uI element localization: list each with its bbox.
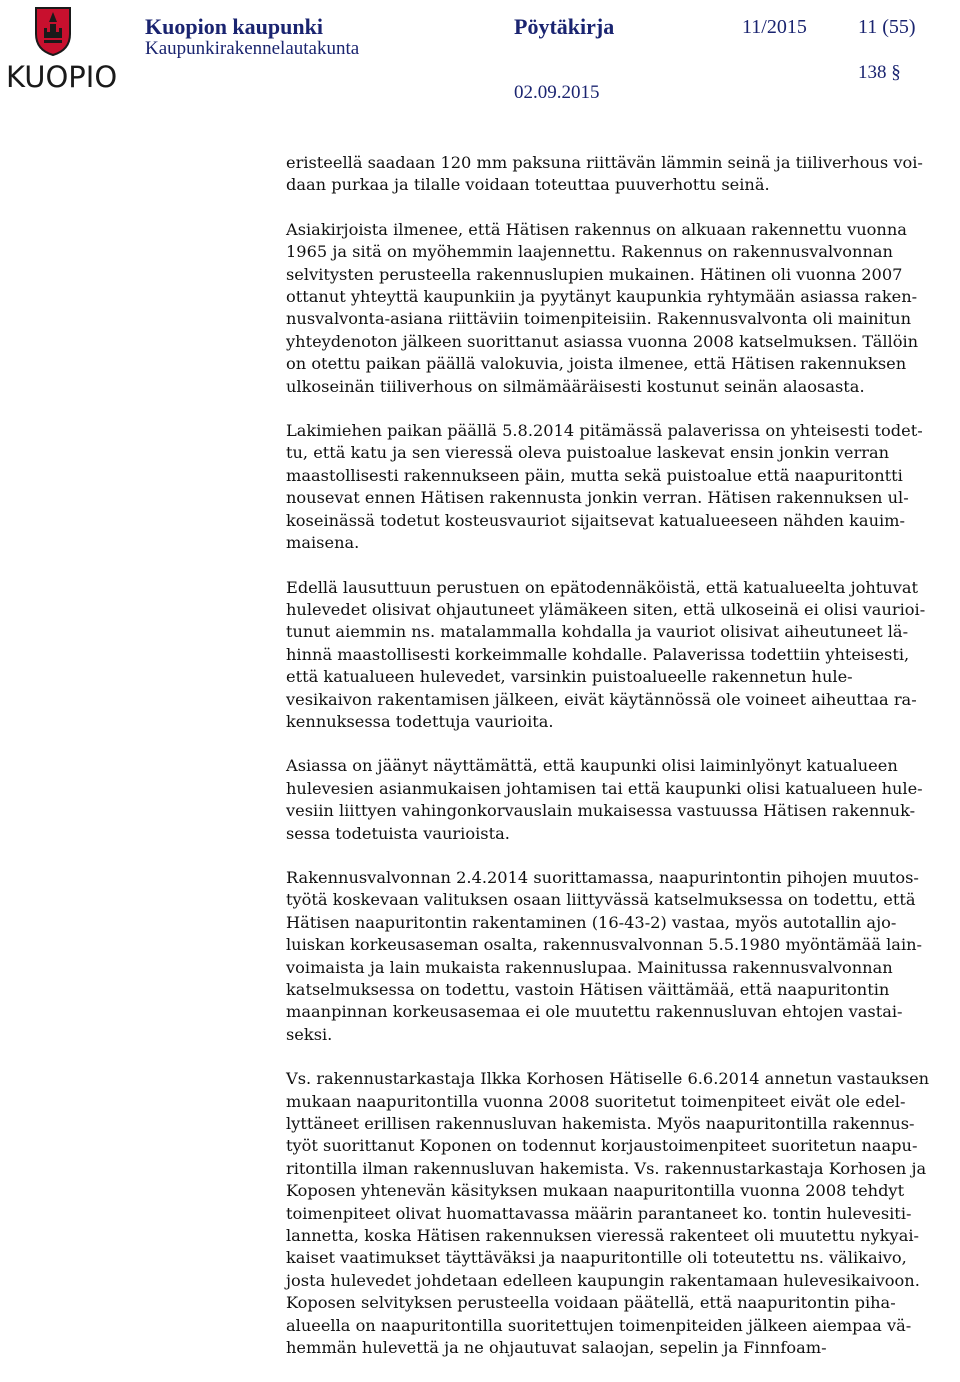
paragraph-line: että katualueen hulevedet, varsinkin puistoalueelle rakennetun hule- <box>286 667 853 687</box>
paragraph-line: toimenpiteet olivat huomattavassa määrin parantaneet ko. tontin hulevesiti- <box>286 1203 912 1223</box>
paragraph-line: lyttäneet erillisen rakennusluvan hakemista. Myös naapuritontilla rakennus- <box>286 1114 915 1134</box>
organization-name: Kuopion kaupunki <box>145 14 323 39</box>
paragraph-line: Koposen yhtenevän käsityksen mukaan naapuritontilla vuonna 2008 tehdyt <box>286 1181 905 1201</box>
paragraph-line: lannetta, koska Hätisen rakennuksen vieressä rakenteet oli muutettu nykyai- <box>286 1226 919 1246</box>
paragraph-line: työtä koskevaan valituksen osaan liittyvässä katselmuksessa on todettu, että <box>286 890 916 910</box>
paragraph-line: alueella on naapuritontilla suoritettujen toimenpiteiden jälkeen aiempaa vä- <box>286 1315 912 1335</box>
paragraph-line: vesiin liittyen vahingonkorvauslain mukaisessa vastuussa Hätisen rakennuk- <box>286 801 916 821</box>
paragraph-line: maastollisesti rakennukseen päin, mutta sekä puistoalue että naapuritontti <box>286 465 903 485</box>
paragraph <box>286 1068 958 1359</box>
paragraph-line: sessa todetuista vaurioista. <box>286 823 510 843</box>
section-number: 138 § <box>858 62 901 83</box>
paragraph-line: daan purkaa ja tilalle voidaan toteuttaa puuverhottu seinä. <box>286 175 770 195</box>
board-name: Kaupunkirakennelautakunta <box>145 38 360 59</box>
paragraph-line: koseinässä todetut kosteusvauriot sijaitsevat katualueeseen nähden kauim- <box>286 510 905 530</box>
paragraph-line: Vs. rakennustarkastaja Ilkka Korhosen Hätiselle 6.6.2014 annetun vastauksen <box>286 1069 930 1089</box>
paragraph-line: tunut aiemmin ns. matalammalla kohdalla ja vauriot olisivat aiheutuneet lä- <box>286 622 909 642</box>
paragraph-line: hulevedet olisivat ohjautuneet ylämäkeen siten, että ulkoseinä ei olisi vaurioi- <box>286 599 926 619</box>
paragraph-line: tu, että katu ja sen vieressä oleva puistoalue laskevat ensin jonkin verran <box>286 443 890 463</box>
paragraph-line: maanpinnan korkeusasemaa ei ole muutettu rakennusluvan ehtojen vastai- <box>286 1002 903 1022</box>
paragraph <box>286 152 958 197</box>
paragraph-line: hemmän hulevettä ja ne ohjautuvat salaojan, sepelin ja Finnfoam- <box>286 1338 827 1358</box>
paragraph-line: hinnä maastollisesti korkeimmalle kohdalle. Palaverissa todettiin yhteisesti, <box>286 644 910 664</box>
paragraph-line: nousevat ennen Hätisen rakennusta jonkin verran. Hätisen rakennuksen ul- <box>286 488 909 508</box>
page-number: 11 (55) <box>858 16 916 38</box>
paragraph-line: maisena. <box>286 533 360 553</box>
paragraph-line: vesikaivon rakentamisen jälkeen, eivät käytännössä ole voineet aiheuttaa ra- <box>286 689 917 709</box>
paragraph-line: mukaan naapuritontilla vuonna 2008 suoritetut toimenpiteet eivät ole edel- <box>286 1091 906 1111</box>
paragraph-line: Edellä lausuttuun perustuen on epätodennäköistä, että katualueelta johtuvat <box>286 577 919 597</box>
paragraph-line: luiskan korkeusaseman osalta, rakennusvalvonnan 5.5.1980 myöntämää lain- <box>286 935 923 955</box>
paragraph-line: kaiset vaatimukset täyttäväksi ja naapuritontille oli toteutettu ns. välikaivo, <box>286 1248 907 1268</box>
paragraph-line: työt suorittanut Koponen on todennut korjaustoimenpiteet suoritetun naapu- <box>286 1136 918 1156</box>
paragraph <box>286 577 958 734</box>
paragraph-line: selvitysten perusteella rakennuslupien mukainen. Hätinen oli vuonna 2007 <box>286 264 903 284</box>
paragraph-line: Asiassa on jäänyt näyttämättä, että kaupunki olisi laiminlyönyt katualueen <box>286 756 898 776</box>
paragraph-line: josta hulevedet johdetaan edelleen kaupungin rakentamaan hulevesikaivoon. <box>286 1270 920 1290</box>
paragraph-line: ottanut yhteyttä kaupunkiin ja pyytänyt kaupunkia ryhtymään asiassa raken- <box>286 287 918 307</box>
paragraph-line: kennuksessa todettuja vaurioita. <box>286 711 554 731</box>
paragraph-line: Lakimiehen paikan päällä 5.8.2014 pitämässä palaverissa on yhteisesti todet- <box>286 421 923 441</box>
paragraph <box>286 219 958 398</box>
paragraph-line: ritontilla ilman rakennusluvan hakemista. Vs. rakennustarkastaja Korhosen ja <box>286 1158 927 1178</box>
kuopio-logo <box>4 4 118 98</box>
paragraph-line: ulkoseinän tiiliverhous on silmämääräisesti kostunut seinän alaosasta. <box>286 376 865 396</box>
paragraph-line: Hätisen naapuritontin rakentaminen (16-43-2) vastaa, myös autotallin ajo- <box>286 912 897 932</box>
paragraph <box>286 867 958 1046</box>
paragraph <box>286 755 958 845</box>
document-number: 11/2015 <box>742 16 807 38</box>
logo-wordmark: KUOPIO <box>6 60 118 94</box>
paragraph-line: nusvalvonta-asiana riittäviin toimenpiteisiin. Rakennusvalvonta oli mainitun <box>286 309 912 329</box>
paragraph <box>286 420 958 554</box>
paragraph-line: voimaista ja lain mukaista rakennuslupaa. Mainitussa rakennusvalvonnan <box>286 957 893 977</box>
paragraph-line: on otettu paikan päällä valokuvia, joista ilmenee, että Hätisen rakennuksen <box>286 354 907 374</box>
coat-of-arms-icon <box>34 4 72 56</box>
paragraph-line: yhteydenoton jälkeen suorittanut asiassa vuonna 2008 katselmuksen. Tällöin <box>286 331 919 351</box>
paragraph-line: seksi. <box>286 1024 333 1044</box>
paragraph-line: 1965 ja sitä on myöhemmin laajennettu. Rakennus on rakennusvalvonnan <box>286 242 893 262</box>
meeting-date: 02.09.2015 <box>514 82 600 103</box>
paragraph-line: Koposen selvityksen perusteella voidaan päätellä, että naapuritontin piha- <box>286 1293 896 1313</box>
paragraph-line: katselmuksessa on todettu, vastoin Hätisen väittämää, että naapuritontin <box>286 980 890 999</box>
paragraph-line: hulevesien asianmukaisen johtamisen tai että kaupunki olisi katualueen hule- <box>286 778 923 798</box>
paragraph-line: eristeellä saadaan 120 mm paksuna riittävän lämmin seinä ja tiiliverhous voi- <box>286 153 923 172</box>
paragraph-line: Asiakirjoista ilmenee, että Hätisen rakennus on alkuaan rakennettu vuonna <box>286 219 907 239</box>
document-type: Pöytäkirja <box>514 14 615 39</box>
paragraph-line: Rakennusvalvonnan 2.4.2014 suorittamassa, naapurintontin pihojen muutos- <box>286 867 919 887</box>
document-body <box>286 152 958 1382</box>
